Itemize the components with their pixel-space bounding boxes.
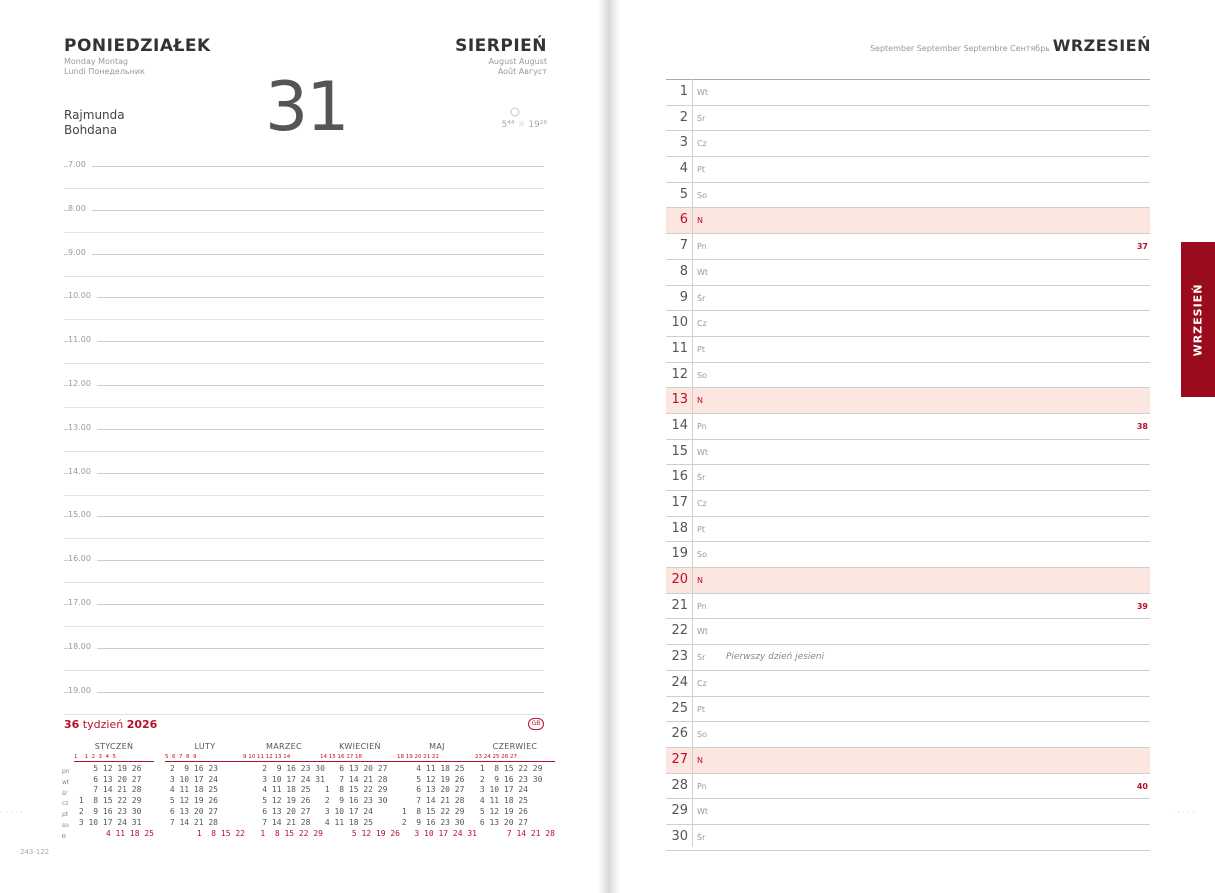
day-abbr: Śr [697,113,706,123]
hour-label: 16.00 [68,554,97,563]
mini-calendar-row: 5 12 19 26 [74,763,142,773]
mini-calendar [475,742,555,839]
mini-calendar-row: 5 12 19 26 [243,796,311,806]
week-label: 36 tydzień 2026 [64,718,158,731]
mini-calendar-row: 1 8 15 22 29 [255,828,323,838]
day-number: 12 [671,366,688,382]
mini-calendar-row: 7 14 21 28 [320,774,388,784]
day-abbr: Cz [697,499,707,508]
week-number: 39 [1136,601,1148,611]
mini-calendar-row: 3 10 17 24 [475,785,528,795]
hour-label: 19.00 [68,686,97,695]
day-abbr: So [697,550,707,560]
day-abbr: Śr [697,293,706,303]
day-abbr: So [697,730,707,740]
moon-icon [509,106,521,118]
day-row[interactable] [666,774,1150,800]
week-number: 40 [1136,781,1148,791]
mini-calendar-row: 2 9 16 23 30 [74,806,142,816]
week-number: 38 [1136,421,1148,431]
day-number: 8 [679,263,688,279]
day-row[interactable] [666,337,1150,363]
mini-calendar-weeks: 9 10 11 12 13 14 [243,753,325,762]
sun-icon: ☼ [517,120,526,130]
mini-calendar-row: 4 11 18 25 [397,763,465,773]
day-abbr: Śr [697,653,706,663]
day-translations-1: Monday Montag [64,57,129,66]
day-number: 26 [671,726,688,742]
day-number: 2 [679,109,688,125]
day-number: 17 [671,495,688,510]
day-number: 6 [679,212,688,228]
mini-calendar-row: 7 14 21 28 [165,817,218,827]
mini-calendar-row: 1 8 15 22 29 [475,763,543,773]
day-number: 22 [671,623,688,639]
mini-calendar-row: 3 10 17 24 31 [409,828,477,838]
hour-label: 13.00 [68,423,97,432]
day-abbr: N [697,396,703,406]
mini-calendar-weeks: 18 19 20 21 22 [397,753,477,762]
day-row[interactable] [666,363,1150,389]
mini-calendar-row: 4 11 18 25 [101,828,154,838]
day-translations-2: Lundi Понедельник [64,67,145,76]
day-row[interactable] [666,517,1150,543]
mini-calendar-row: 2 9 16 23 [165,763,218,773]
day-number: 30 [671,828,688,844]
mini-calendar-row: 5 12 19 26 [165,796,218,806]
day-abbr: N [697,216,703,226]
day-row[interactable] [666,208,1150,234]
grid-divider [692,79,693,847]
day-abbr: Pt [697,344,705,354]
nameday-1: Rajmunda [64,108,125,122]
mini-calendar-row: 3 10 17 24 31 [243,774,325,784]
month-tab-label: WRZESIEŃ [1191,283,1205,356]
weekday-label: pn [62,768,70,775]
mini-calendar-month: KWIECIEŃ [339,742,381,751]
day-abbr: Śr [697,473,706,483]
mini-calendar-row: 6 13 20 27 [475,817,528,827]
mini-calendar-row: 4 11 18 25 [165,785,218,795]
day-abbr: Cz [697,678,707,688]
day-abbr: Pt [697,704,705,714]
day-number: 28 [671,777,688,793]
day-abbr: So [697,370,707,380]
hour-label: 7.00 [68,160,92,169]
hour-label: 9.00 [68,248,92,257]
day-row[interactable] [666,671,1150,697]
day-row[interactable] [666,594,1150,620]
mini-calendar-row: 6 13 20 27 [74,774,142,784]
mini-calendar [165,742,245,839]
day-note: Pierwszy dzień jesieni [726,652,825,663]
month-translations-1: August August [488,57,547,66]
mini-calendar-row: 2 9 16 23 30 [320,796,388,806]
mini-calendar-row: 6 13 20 27 [165,806,218,816]
right-month-name: WRZESIEŃ [1052,36,1151,55]
day-number: 11 [671,340,688,356]
mini-calendar-row: 3 10 17 24 [320,806,373,816]
hour-label: 18.00 [68,642,97,651]
day-number: 21 [671,597,688,613]
mini-calendar [320,742,400,839]
mini-calendar-row: 1 8 15 22 [192,828,245,838]
mini-calendar-row: 6 13 20 27 [320,763,388,773]
day-row[interactable] [666,106,1150,132]
mini-calendar-row: 5 12 19 26 [397,774,465,784]
day-number: 16 [671,469,688,485]
day-row[interactable] [666,491,1150,517]
mini-calendar-row: 4 11 18 25 [320,817,373,827]
weekday-label: so [62,821,69,829]
day-abbr: Pn [697,601,707,611]
day-abbr: Wt [697,88,709,97]
mini-calendar [397,742,477,839]
weekday-label: pt [62,811,69,819]
page-number: 243-122 [20,848,50,856]
weekday-labels [62,767,70,843]
weekday-label: śr [62,789,68,797]
day-abbr: Śr [697,832,706,842]
day-row[interactable] [666,388,1150,414]
day-number: 25 [671,700,688,716]
day-number: 9 [679,289,688,305]
day-abbr: Cz [697,319,707,329]
month-tab[interactable] [1181,242,1215,397]
page-decoration-left: · · · · · [0,808,23,817]
mini-calendar-weeks: 14 15 16 17 18 [320,753,400,762]
day-row[interactable] [666,440,1150,466]
mini-calendar-row: 4 11 18 25 [243,785,311,795]
mini-calendar-month: MARZEC [266,742,302,751]
mini-calendar-row: 4 11 18 25 [475,796,528,806]
mini-calendar-month: MAJ [429,742,445,751]
day-row[interactable] [666,619,1150,645]
day-number: 14 [671,417,688,433]
day-abbr: Cz [697,139,707,149]
day-abbr: Pt [697,524,705,534]
mini-calendar-row: 3 10 17 24 31 [74,817,142,827]
page-decoration-right: · · · · · [1172,808,1195,817]
day-number: 13 [671,392,688,408]
day-number: 3 [679,135,688,151]
day-name: PONIEDZIAŁEK [64,36,211,56]
weekday-label: wt [62,778,70,786]
hour-label: 17.00 [68,598,97,607]
day-number: 20 [671,572,688,588]
day-abbr: Pn [697,421,707,431]
mini-calendar-row: 7 14 21 28 [243,817,311,827]
mini-calendar-row: 7 14 21 28 [397,796,465,806]
hour-label: 8.00 [68,204,92,213]
mini-calendar-row: 5 12 19 26 [475,806,528,816]
day-number: 5 [679,186,688,202]
day-abbr: Wt [697,807,709,817]
day-row[interactable] [666,234,1150,260]
day-abbr: N [697,576,703,586]
day-number: 15 [671,443,688,459]
day-row[interactable] [666,260,1150,286]
day-row[interactable] [666,311,1150,337]
day-number: 10 [671,315,688,331]
day-row[interactable] [666,465,1150,491]
day-number: 27 [671,751,688,767]
month-translations-2: Août Август [497,67,547,76]
sunrise-time: 5⁴⁴ [501,120,515,130]
day-abbr: So [697,190,707,200]
mini-calendar-row: 7 14 21 28 [74,785,142,795]
mini-calendar-row: 6 13 20 27 [243,806,311,816]
book-spine [598,0,620,893]
day-abbr: N [697,755,703,765]
day-abbr: Pn [697,781,707,791]
mini-calendar-row: 7 14 21 28 [502,828,555,838]
mini-calendar-month: STYCZEŃ [94,742,134,751]
day-number: 1 [679,84,688,99]
day-row[interactable] [666,157,1150,183]
day-row[interactable] [666,748,1150,774]
mini-calendar-weeks: 5 6 7 8 9 [165,753,245,762]
day-row[interactable] [666,80,1150,106]
mini-calendar [243,742,325,839]
day-number: 4 [679,161,688,177]
mini-calendar [74,742,154,839]
day-row[interactable] [666,645,1150,671]
day-row[interactable] [666,799,1150,825]
mini-calendar-row: 5 12 19 26 [347,828,400,838]
day-abbr: Wt [697,267,709,277]
day-number: 23 [671,649,688,665]
day-number: 7 [679,238,688,254]
mini-calendar-row: 2 9 16 23 30 [475,774,543,784]
sun-times [467,106,547,130]
day-number: 19 [671,546,688,562]
country-badge: GB [528,718,544,730]
mini-calendar-row: 1 8 15 22 29 [320,785,388,795]
right-month-translations: September September Septembre Сентябрь [869,44,1050,53]
hour-label: 10.00 [68,291,97,300]
day-number: 18 [671,520,688,536]
hour-label: 14.00 [68,467,97,476]
day-row[interactable] [666,183,1150,209]
month-name: SIERPIEŃ [455,36,547,56]
day-row[interactable] [666,697,1150,723]
day-abbr: Pn [697,242,707,252]
date-number: 31 [265,68,348,147]
mini-calendar-row: 2 9 16 23 30 [243,763,325,773]
mini-calendar-month: LUTY [194,742,216,751]
day-number: 29 [671,803,688,819]
day-abbr: Wt [697,627,709,637]
mini-calendar-row: 3 10 17 24 [165,774,218,784]
day-grid [666,79,1150,851]
day-row[interactable] [666,286,1150,312]
day-row[interactable] [666,825,1150,851]
day-number: 24 [671,674,688,690]
mini-calendar-month: CZERWIEC [492,742,538,751]
mini-calendar-row: 1 8 15 22 29 [397,806,465,816]
nameday-2: Bohdana [64,123,118,137]
day-row[interactable] [666,542,1150,568]
mini-calendar-row: 1 8 15 22 29 [74,796,142,806]
day-abbr: Wt [697,447,709,457]
day-row[interactable] [666,131,1150,157]
hour-label: 12.00 [68,379,97,388]
week-number: 37 [1136,242,1148,252]
weekday-label: cz [62,800,69,808]
hour-label: 11.00 [68,335,97,344]
mini-calendar-weeks: 23 24 25 26 27 [475,753,555,762]
mini-calendar-weeks: 1 1 2 3 4 5 [74,753,154,762]
day-abbr: Pt [697,165,705,175]
mini-calendar-row: 6 13 20 27 [397,785,465,795]
hour-label: 15.00 [68,510,97,519]
day-row[interactable] [666,722,1150,748]
day-row[interactable] [666,568,1150,594]
mini-calendar-row: 2 9 16 23 30 [397,817,465,827]
sunset-time: 19²⁸ [528,120,547,130]
weekday-label: n [62,832,66,840]
day-row[interactable] [666,414,1150,440]
